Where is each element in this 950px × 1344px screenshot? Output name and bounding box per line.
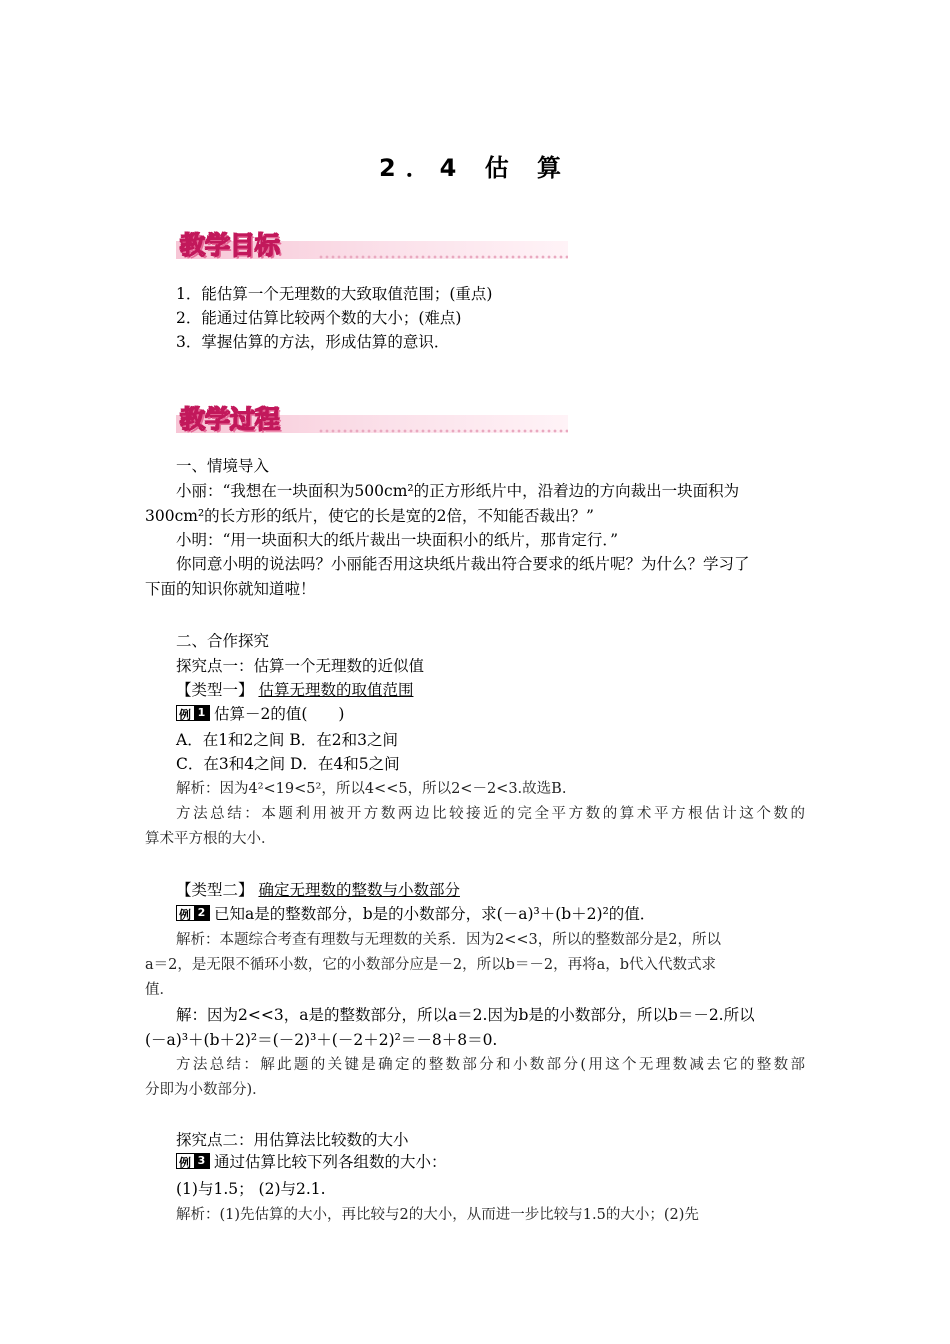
example2-analysis-3: 值． xyxy=(145,982,174,998)
example1-analysis: 解析：因为4²<19<5²，所以4<<5，所以2<－2<3.故选B. xyxy=(176,781,567,797)
example3-analysis: 解析：(1)先估算的大小，再比较与2的大小，从而进一步比较与1.5的大小；(2)先 xyxy=(176,1207,699,1223)
example-badge: 例 2 xyxy=(176,905,210,921)
example1-summary-1: 方法总结：本题利用被开方数两边比较接近的完全平方数的算术平方根估计这个数的 xyxy=(176,806,805,822)
type1-title: 估算无理数的取值范围 xyxy=(258,681,414,699)
example2-solution-2: (－a)³＋(b＋2)²＝(－2)³＋(－2＋2)²＝－8＋8＝0. xyxy=(145,1031,498,1049)
objectives-label: 教学目标 xyxy=(180,231,281,260)
example2-solution-1: 解：因为2<<3，a是的整数部分，所以a＝2.因为b是的小数部分，所以b＝－2.所以 xyxy=(176,1006,755,1024)
type2-heading xyxy=(176,879,836,901)
example1-options-2: C．在3和4之间 D．在4和5之间 xyxy=(176,755,400,773)
example1-text: 估算－2的值( ) xyxy=(214,705,345,723)
type2-title: 确定无理数的整数与小数部分 xyxy=(258,881,460,899)
intro-line-4: 你同意小明的说法吗？小丽能否用这块纸片裁出符合要求的纸片呢？为什么？学习了 xyxy=(176,555,750,573)
example1-question xyxy=(176,703,836,725)
example2-analysis-2: a＝2，是无限不循环小数，它的小数部分应是－2，所以b＝－2，再将a，b代入代数式求 xyxy=(145,957,717,973)
intro-line-3: 小明：“用一块面积大的纸片裁出一块面积小的纸片，那肯定行．” xyxy=(176,531,619,549)
banner-dots xyxy=(318,428,568,434)
part2-heading: 二、合作探究 xyxy=(176,632,270,650)
example2-text: 已知a是的整数部分，b是的小数部分，求(－a)³＋(b＋2)²的值． xyxy=(214,905,656,923)
banner-dots xyxy=(318,254,568,260)
example3-question xyxy=(176,1151,836,1173)
example1-options-1: A．在1和2之间 B．在2和3之间 xyxy=(176,731,398,749)
objectives-banner xyxy=(176,228,568,264)
example3-items: (1)与1.5； (2)与2.1. xyxy=(176,1180,326,1198)
example-badge: 例 1 xyxy=(176,705,210,721)
type2-bracket: 【类型二】 xyxy=(176,881,254,899)
objective-3: 3．掌握估算的方法，形成估算的意识． xyxy=(176,333,450,351)
point2-title: 探究点二：用估算法比较数的大小 xyxy=(176,1131,409,1149)
type1-heading xyxy=(176,679,836,701)
part1-heading: 一、情境导入 xyxy=(176,457,270,475)
type1-bracket: 【类型一】 xyxy=(176,681,254,699)
process-banner xyxy=(176,402,568,438)
point1-title: 探究点一：估算一个无理数的近似值 xyxy=(176,657,425,675)
process-label: 教学过程 xyxy=(180,405,281,434)
example2-summary-2: 分即为小数部分)． xyxy=(145,1082,267,1098)
example1-summary-2: 算术平方根的大小． xyxy=(145,831,276,847)
intro-line-5: 下面的知识你就知道啦！ xyxy=(145,580,316,598)
page-title: 2．4 估 算 xyxy=(378,154,572,182)
example-badge: 例 3 xyxy=(176,1153,210,1169)
example3-text: 通过估算比较下列各组数的大小： xyxy=(214,1153,447,1171)
objective-1: 1．能估算一个无理数的大致取值范围；(重点) xyxy=(176,285,493,303)
intro-line-1: 小丽：“我想在一块面积为500cm²的正方形纸片中，沿着边的方向裁出一块面积为 xyxy=(176,482,740,500)
example2-analysis-1: 解析：本题综合考查有理数与无理数的关系．因为2<<3，所以的整数部分是2，所以 xyxy=(176,932,721,948)
example2-summary-1: 方法总结：解此题的关键是确定的整数部分和小数部分(用这个无理数减去它的整数部 xyxy=(176,1057,805,1073)
objective-2: 2．能通过估算比较两个数的大小；(难点) xyxy=(176,309,462,327)
intro-line-2: 300cm²的长方形的纸片，使它的长是宽的2倍，不知能否裁出？” xyxy=(145,507,594,525)
example2-question xyxy=(176,903,836,925)
